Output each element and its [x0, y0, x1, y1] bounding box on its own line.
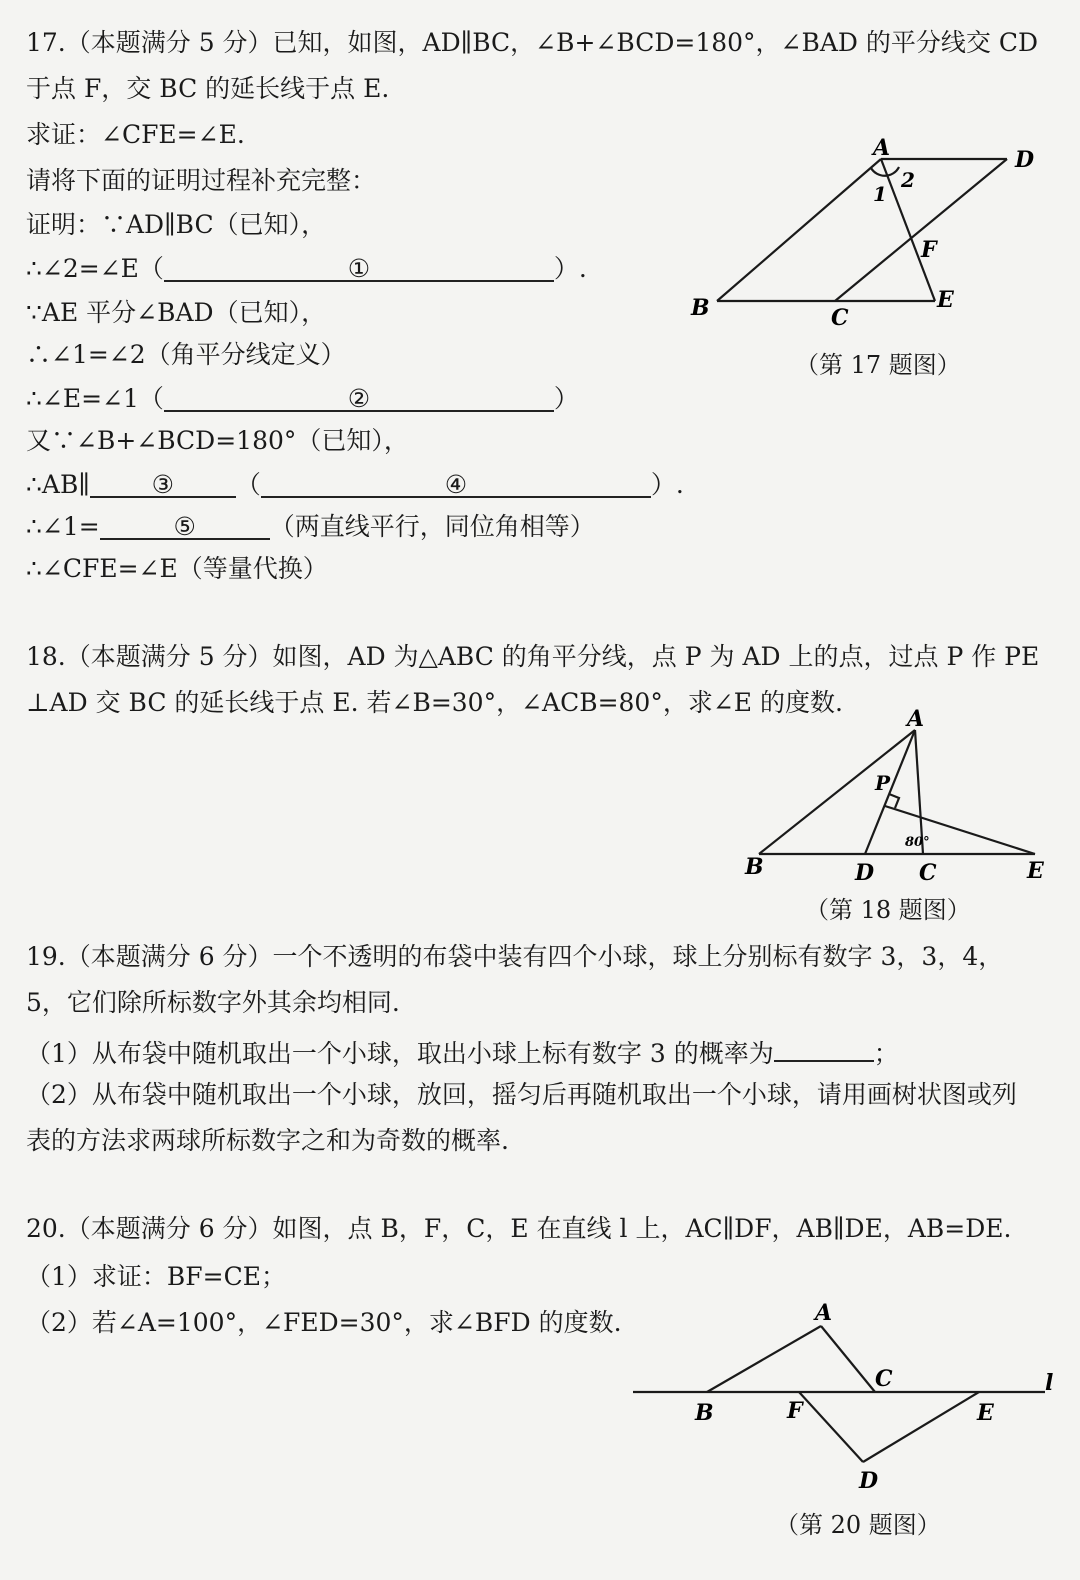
q17-proof-line4: ∴∠1=∠2（角平分线定义）	[26, 340, 346, 369]
q17-proof-line9: ∴∠CFE=∠E（等量代换）	[26, 554, 328, 583]
q17-proof-line8	[26, 510, 595, 544]
proof-text: （	[235, 470, 261, 499]
q19-stem-line1: 19.（本题满分 6 分）一个不透明的布袋中装有四个小球，球上分别标有数字 3，3，4，	[26, 942, 1004, 971]
q20-part2: （2）若∠A=100°，∠FED=30°，求∠BFD 的度数.	[26, 1308, 622, 1337]
blank-5[interactable]: ⑤	[100, 510, 270, 540]
label-D: D	[859, 1468, 879, 1494]
proof-text: ∴∠2=∠E（	[26, 254, 164, 283]
label-P: P	[875, 771, 891, 795]
label-F: F	[921, 237, 937, 263]
label-A: A	[815, 1300, 833, 1326]
q17-instruction: 请将下面的证明过程补充完整：	[26, 166, 377, 195]
q19-answer-blank[interactable]	[774, 1032, 874, 1062]
label-angle-1: 1	[873, 182, 887, 206]
label-C: C	[919, 860, 937, 886]
q18-stem-line1: 18.（本题满分 5 分）如图，AD 为△ABC 的角平分线，点 P 为 AD 上的点，过点 P 作 PE	[26, 642, 1040, 671]
q19-part1	[26, 1032, 899, 1071]
label-B: B	[691, 295, 710, 321]
q18-stem-line2: ⊥AD 交 BC 的延长线于点 E. 若∠B=30°，∠ACB=80°，求∠E 的度数.	[26, 688, 843, 717]
label-E: E	[937, 287, 954, 313]
figure-18-caption: （第 18 题图）	[805, 896, 971, 924]
blank-2[interactable]: ②	[164, 382, 554, 412]
figure-18	[735, 708, 1065, 888]
proof-text: ∴∠1=	[26, 512, 100, 541]
q17-stem-line2: 于点 F，交 BC 的延长线于点 E.	[26, 74, 390, 103]
figure-17	[685, 135, 1055, 335]
blank-3[interactable]: ③	[90, 468, 236, 498]
q17-proof-line7	[26, 468, 684, 502]
label-l: l	[1045, 1370, 1054, 1396]
label-angle-80: 80°	[905, 835, 930, 850]
q20-part1: （1）求证：BF=CE；	[26, 1262, 286, 1291]
proof-text: ）.	[553, 254, 587, 283]
proof-text: ∴AB∥	[26, 470, 90, 499]
q17-goal: 求证：∠CFE=∠E.	[26, 120, 245, 149]
label-A: A	[873, 135, 891, 161]
q19-stem-line2: 5，它们除所标数字外其余均相同.	[26, 988, 400, 1017]
label-E: E	[1027, 858, 1044, 884]
proof-text: ）.	[650, 470, 684, 499]
q17-proof-line2	[26, 252, 587, 286]
label-C: C	[875, 1366, 893, 1392]
q17-proof-line6: 又∵∠B+∠BCD=180°（已知），	[26, 426, 409, 455]
label-C: C	[831, 305, 849, 331]
figure-20-caption: （第 20 题图）	[775, 1511, 941, 1539]
q17-proof-line1: 证明：∵AD∥BC（已知），	[26, 210, 327, 239]
blank-1[interactable]: ①	[164, 252, 554, 282]
q17-stem-line1: 17.（本题满分 5 分）已知，如图，AD∥BC，∠B+∠BCD=180°，∠BAD 的平分线交 CD	[26, 28, 1039, 57]
label-F: F	[787, 1398, 803, 1424]
q17-proof-line3: ∵AE 平分∠BAD（已知），	[26, 298, 327, 327]
blank-4[interactable]: ④	[261, 468, 651, 498]
q17-proof-line5	[26, 382, 579, 416]
label-D: D	[855, 860, 875, 886]
proof-text: ∴∠E=∠1（	[26, 384, 164, 413]
q19-part2-line1: （2）从布袋中随机取出一个小球，放回，摇匀后再随机取出一个小球，请用画树状图或列	[26, 1080, 1017, 1109]
q19-part1-end: ；	[873, 1039, 899, 1068]
label-E: E	[977, 1400, 994, 1426]
label-A: A	[907, 708, 925, 732]
proof-text: ）	[553, 384, 579, 413]
label-B: B	[695, 1400, 714, 1426]
q19-part1-text: （1）从布袋中随机取出一个小球，取出小球上标有数字 3 的概率为	[26, 1039, 774, 1068]
label-D: D	[1015, 147, 1035, 173]
q19-part2-line2: 表的方法求两球所标数字之和为奇数的概率.	[26, 1126, 509, 1155]
label-B: B	[745, 854, 764, 880]
label-angle-2: 2	[901, 168, 915, 192]
proof-text: （两直线平行，同位角相等）	[269, 512, 595, 541]
figure-20	[625, 1292, 1065, 1502]
figure-17-caption: （第 17 题图）	[795, 351, 961, 379]
q20-stem: 20.（本题满分 6 分）如图，点 B，F，C，E 在直线 l 上，AC∥DF，AB∥DE，AB=DE.	[26, 1214, 1012, 1243]
